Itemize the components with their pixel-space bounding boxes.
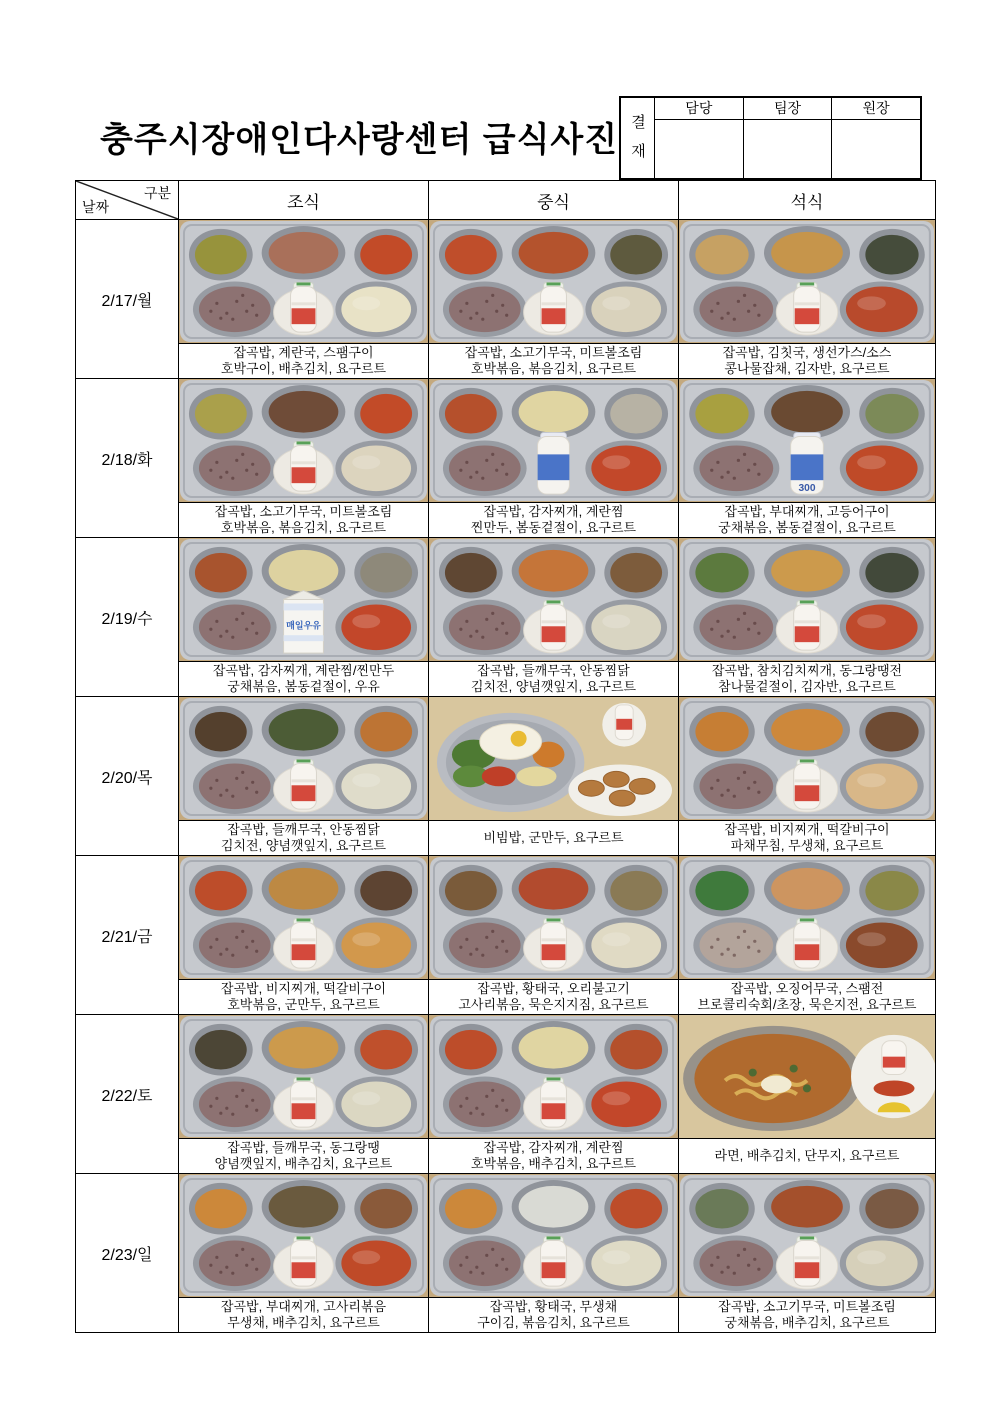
meal-caption-line: 잡곡밥, 감자찌개, 계란찜/찐만두 xyxy=(212,663,395,678)
table-row xyxy=(76,1174,936,1333)
meal-caption-line: 잡곡밥, 들깨무국, 안동찜닭 xyxy=(477,663,630,678)
signature-area xyxy=(655,120,743,178)
meal-caption-line: 잡곡밥, 비지찌개, 떡갈비구이 xyxy=(220,981,387,996)
meal-photo xyxy=(679,1174,935,1297)
table-row xyxy=(76,856,936,1015)
meal-caption-line: 호박볶음, 군만두, 요구르트 xyxy=(227,997,380,1012)
meal-caption-line: 참나물겉절이, 김자반, 요구르트 xyxy=(718,679,896,694)
meal-caption-line: 양념깻잎지, 배추김치, 요구르트 xyxy=(214,1156,393,1171)
food-tray-illustration xyxy=(429,538,678,661)
meal-cell-breakfast xyxy=(179,697,429,856)
approval-col-label: 담당 xyxy=(655,98,743,120)
meal-caption-line: 궁채볶음, 봄동겉절이, 요구르트 xyxy=(718,520,896,535)
meal-caption-line: 호박구이, 배추김치, 요구르트 xyxy=(220,361,387,376)
meal-table-body xyxy=(76,220,936,1333)
approval-col-wonjang xyxy=(832,98,920,178)
header-row xyxy=(76,181,936,220)
svg-text:300: 300 xyxy=(798,483,816,495)
meal-photo xyxy=(679,379,935,502)
meal-cell-breakfast xyxy=(179,1174,429,1333)
meal-caption-line: 잡곡밥, 부대찌개, 고사리볶음 xyxy=(220,1299,387,1314)
table-row xyxy=(76,538,936,697)
meal-photo xyxy=(179,1015,428,1138)
meal-cell-lunch xyxy=(429,1174,679,1333)
meal-caption xyxy=(679,502,935,537)
meal-cell-lunch xyxy=(429,538,679,697)
food-tray-illustration xyxy=(179,856,428,979)
meal-caption-line: 잡곡밥, 비지찌개, 떡갈비구이 xyxy=(724,822,890,837)
meal-caption-line: 비빔밥, 군만두, 요구르트 xyxy=(483,830,624,845)
meal-caption-line: 브로콜리숙회/초장, 묵은지전, 요구르트 xyxy=(697,997,917,1012)
meal-caption-line: 잡곡밥, 김칫국, 생선가스/소스 xyxy=(722,345,892,360)
food-tray-illustration xyxy=(179,1015,428,1138)
date-cell: 2/19/수 xyxy=(76,538,179,697)
approval-stamp-cell: 결재 xyxy=(621,98,655,178)
meal-caption xyxy=(679,1297,935,1332)
meal-caption xyxy=(179,502,428,537)
meal-caption xyxy=(429,820,678,855)
meal-caption-line: 잡곡밥, 황태국, 오리불고기 xyxy=(477,981,630,996)
date-cell: 2/22/토 xyxy=(76,1015,179,1174)
meal-caption-line: 궁채볶음, 배추김치, 요구르트 xyxy=(724,1315,890,1330)
meal-cell-breakfast xyxy=(179,1015,429,1174)
meal-photo xyxy=(429,1174,678,1297)
corner-label-gubun: 구분 xyxy=(143,185,171,201)
meal-caption-line: 잡곡밥, 소고기무국, 미트볼조림 xyxy=(464,345,643,360)
meal-photo xyxy=(179,379,428,502)
date-cell: 2/17/월 xyxy=(76,220,179,379)
meal-cell-lunch xyxy=(429,1015,679,1174)
food-tray-illustration xyxy=(679,856,935,979)
meal-photo xyxy=(429,856,678,979)
food-tray-illustration xyxy=(429,1015,678,1138)
signature-area xyxy=(744,120,832,178)
meal-caption-line: 잡곡밥, 황태국, 무생채 xyxy=(489,1299,618,1314)
meal-photo xyxy=(429,1015,678,1138)
meal-caption-line: 찐만두, 봄동겉절이, 요구르트 xyxy=(470,520,637,535)
yogurt-bottle-icon xyxy=(882,1041,907,1075)
table-row xyxy=(76,697,936,856)
food-tray-illustration xyxy=(179,538,428,661)
food-tray-illustration xyxy=(179,1174,428,1297)
meal-photo xyxy=(179,1174,428,1297)
date-cell: 2/18/화 xyxy=(76,379,179,538)
meal-caption-line: 호박볶음, 볶음김치, 요구르트 xyxy=(470,361,637,376)
meal-caption xyxy=(679,661,935,696)
meal-caption-line: 잡곡밥, 들깨무국, 동그랑땡 xyxy=(227,1140,380,1155)
meal-caption-line: 궁채볶음, 봄동겉절이, 우유 xyxy=(227,679,380,694)
meal-cell-dinner xyxy=(679,697,936,856)
signature-area xyxy=(832,120,920,178)
meal-photo xyxy=(429,379,678,502)
meal-caption xyxy=(179,343,428,378)
approval-col-label: 원장 xyxy=(832,98,920,120)
approval-columns xyxy=(655,98,920,178)
meal-caption-line: 김치전, 양념깻잎지, 요구르트 xyxy=(220,838,387,853)
meal-photo xyxy=(179,538,428,661)
meal-cell-dinner xyxy=(679,1015,936,1174)
enyo-bottle-icon xyxy=(538,433,570,495)
date-cell: 2/21/금 xyxy=(76,856,179,1015)
meal-caption-line: 호박볶음, 배추김치, 요구르트 xyxy=(470,1156,637,1171)
meal-caption-line: 파채무침, 무생채, 요구르트 xyxy=(730,838,884,853)
meal-photo xyxy=(679,1015,935,1138)
meal-caption-line: 무생채, 배추김치, 요구르트 xyxy=(227,1315,380,1330)
meal-caption-line: 잡곡밥, 부대찌개, 고등어구이 xyxy=(724,504,890,519)
food-tray-illustration xyxy=(179,697,428,820)
food-tray-illustration xyxy=(429,856,678,979)
meal-caption-line: 잡곡밥, 감자찌개, 계란찜 xyxy=(483,504,624,519)
meal-cell-dinner xyxy=(679,220,936,379)
table-row xyxy=(76,220,936,379)
milk-carton-icon xyxy=(284,591,324,653)
meal-cell-dinner xyxy=(679,856,936,1015)
meal-photo xyxy=(679,856,935,979)
food-tray-illustration xyxy=(429,379,678,502)
meal-table xyxy=(75,180,936,1333)
meal-caption xyxy=(429,1138,678,1173)
meal-caption xyxy=(679,820,935,855)
corner-label-naljja: 날짜 xyxy=(82,199,110,215)
enyo-bottle-icon xyxy=(791,433,824,495)
meal-caption xyxy=(179,820,428,855)
meal-photo xyxy=(679,697,935,820)
meal-caption-line: 라면, 배추김치, 단무지, 요구르트 xyxy=(714,1148,900,1163)
meal-caption xyxy=(679,1138,935,1173)
meal-caption-line: 김치전, 양념깻잎지, 요구르트 xyxy=(470,679,637,694)
svg-text:매일우유: 매일우유 xyxy=(286,620,321,631)
approval-col-damdang xyxy=(655,98,744,178)
page-title: 충주시장애인다사랑센터 급식사진 xyxy=(100,121,619,159)
meal-caption-line: 고사리볶음, 묵은지지짐, 요구르트 xyxy=(458,997,649,1012)
column-header-breakfast: 조식 xyxy=(179,181,429,220)
meal-caption xyxy=(179,1297,428,1332)
table-row xyxy=(76,1015,936,1174)
meal-caption xyxy=(429,1297,678,1332)
meal-caption xyxy=(429,343,678,378)
meal-caption-line: 잡곡밥, 들깨무국, 안동찜닭 xyxy=(227,822,380,837)
ramen-photo-illustration xyxy=(679,1015,935,1138)
meal-caption-line: 잡곡밥, 오징어무국, 스팸전 xyxy=(730,981,884,996)
food-tray-illustration xyxy=(679,1174,935,1297)
approval-box xyxy=(619,96,922,180)
meal-cell-breakfast xyxy=(179,538,429,697)
meal-cell-lunch xyxy=(429,379,679,538)
bibimbap-photo-illustration xyxy=(429,697,678,820)
food-tray-illustration xyxy=(679,220,935,343)
date-cell: 2/23/일 xyxy=(76,1174,179,1333)
meal-cell-breakfast xyxy=(179,220,429,379)
approval-col-timjang xyxy=(744,98,833,178)
food-tray-illustration xyxy=(679,697,935,820)
meal-cell-breakfast xyxy=(179,379,429,538)
meal-caption-line: 구이김, 볶음김치, 요구르트 xyxy=(477,1315,630,1330)
table-row xyxy=(76,379,936,538)
meal-caption-line: 잡곡밥, 계란국, 스팸구이 xyxy=(233,345,374,360)
meal-caption-line: 잡곡밥, 감자찌개, 계란찜 xyxy=(483,1140,624,1155)
meal-photo xyxy=(179,697,428,820)
food-tray-illustration xyxy=(679,538,935,661)
column-header-lunch: 중식 xyxy=(429,181,679,220)
food-tray-illustration xyxy=(429,1174,678,1297)
meal-caption xyxy=(429,502,678,537)
meal-photo xyxy=(179,220,428,343)
meal-photo xyxy=(679,220,935,343)
meal-caption-line: 잡곡밥, 소고기무국, 미트볼조림 xyxy=(718,1299,896,1314)
meal-caption xyxy=(429,979,678,1014)
meal-cell-dinner xyxy=(679,1174,936,1333)
yogurt-bottle-icon xyxy=(615,705,633,740)
meal-photo xyxy=(429,697,678,820)
meal-cell-dinner xyxy=(679,538,936,697)
meal-cell-lunch xyxy=(429,697,679,856)
food-tray-illustration xyxy=(179,379,428,502)
food-tray-illustration xyxy=(179,220,428,343)
meal-photo xyxy=(429,220,678,343)
meal-cell-lunch xyxy=(429,220,679,379)
date-cell: 2/20/목 xyxy=(76,697,179,856)
column-header-dinner: 석식 xyxy=(679,181,936,220)
approval-col-label: 팀장 xyxy=(744,98,832,120)
meal-photo xyxy=(429,538,678,661)
corner-cell xyxy=(76,181,179,220)
meal-cell-lunch xyxy=(429,856,679,1015)
meal-caption xyxy=(679,343,935,378)
food-tray-illustration xyxy=(429,220,678,343)
meal-caption xyxy=(179,979,428,1014)
meal-caption xyxy=(429,661,678,696)
meal-caption-line: 잡곡밥, 소고기무국, 미트볼조림 xyxy=(214,504,393,519)
meal-caption-line: 콩나물잡채, 김자반, 요구르트 xyxy=(724,361,890,376)
meal-caption xyxy=(179,1138,428,1173)
meal-caption-line: 호박볶음, 볶음김치, 요구르트 xyxy=(220,520,387,535)
meal-caption xyxy=(679,979,935,1014)
food-tray-illustration xyxy=(679,379,935,502)
meal-photo xyxy=(679,538,935,661)
meal-photo xyxy=(179,856,428,979)
meal-caption xyxy=(179,661,428,696)
meal-cell-dinner xyxy=(679,379,936,538)
meal-caption-line: 잡곡밥, 참치김치찌개, 동그랑땡전 xyxy=(711,663,903,678)
meal-cell-breakfast xyxy=(179,856,429,1015)
